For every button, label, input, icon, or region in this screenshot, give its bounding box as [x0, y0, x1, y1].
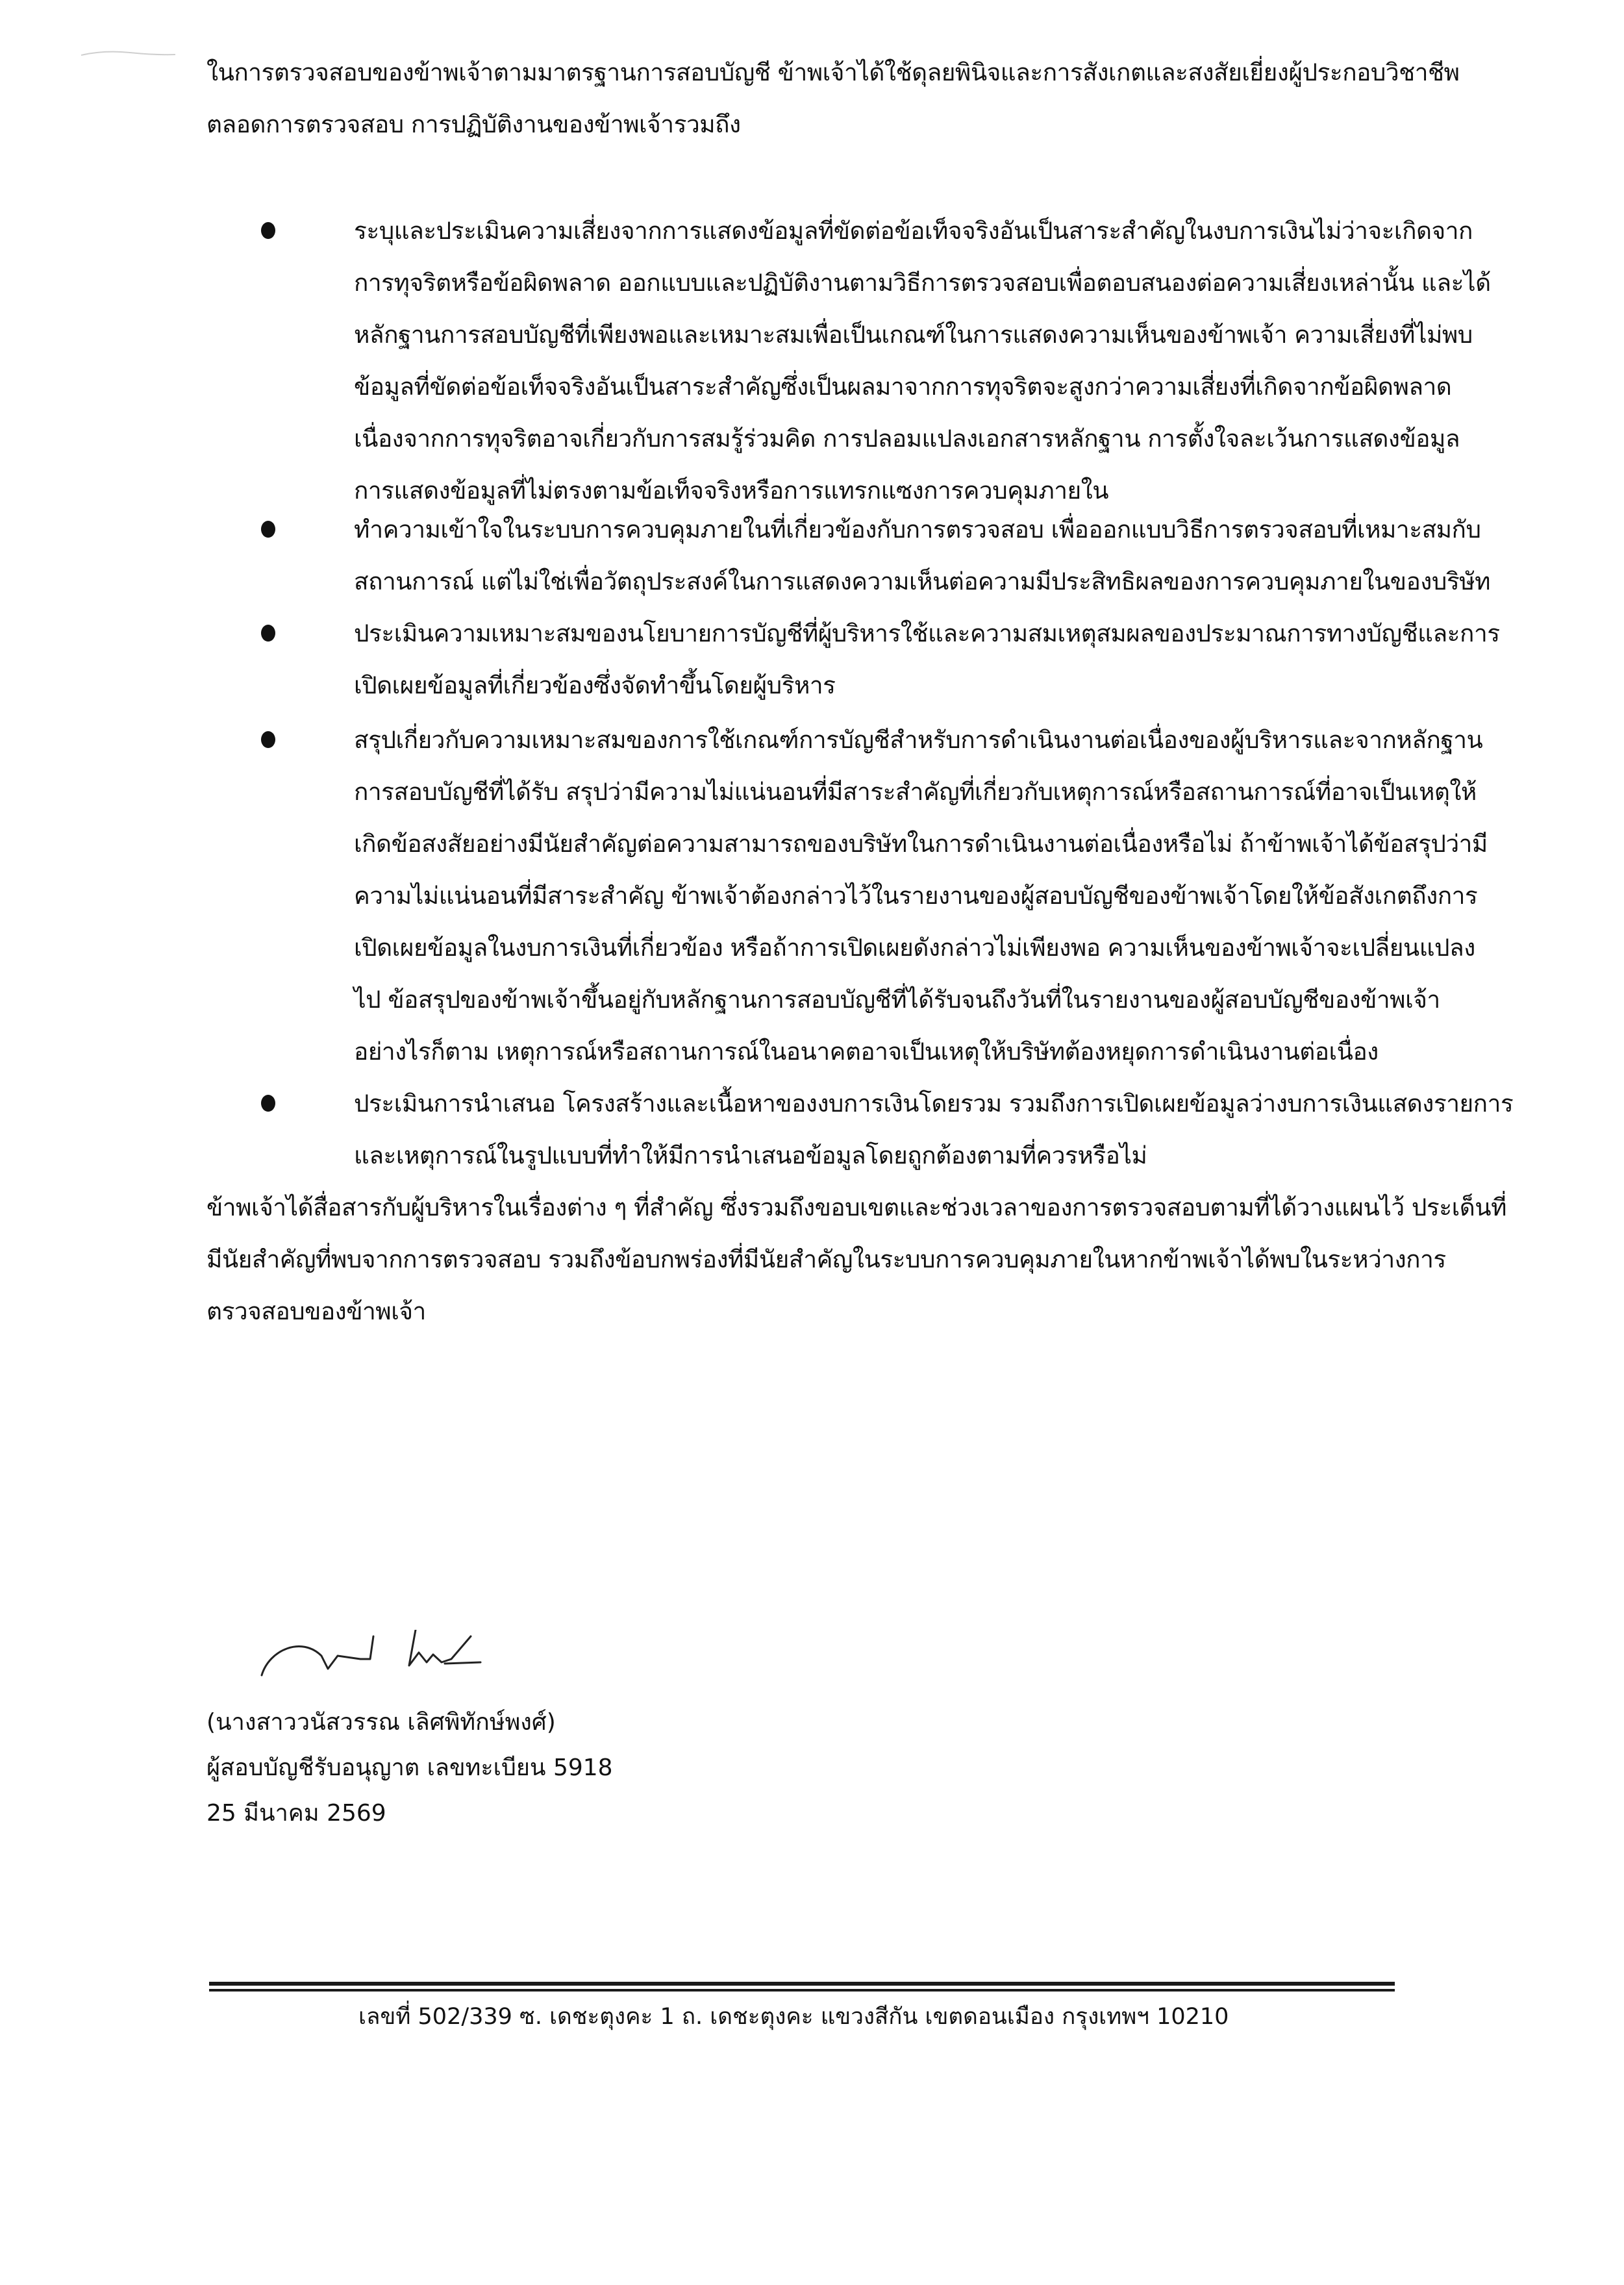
bullet-4-line: ความไม่แน่นอนที่มีสาระสำคัญ ข้าพเจ้าต้องกล่าวไว้ในรายงานของผู้สอบบัญชีของข้าพเจ้าโดยให้ข้อสังเกตถึงการ	[354, 882, 1478, 910]
intro-paragraph-line: ตลอดการตรวจสอบ การปฏิบัติงานของข้าพเจ้ารวมถึง	[206, 110, 741, 138]
bullet-1-line: ระบุและประเมินความเสี่ยงจากการแสดงข้อมูลที่ขัดต่อข้อเท็จจริงอันเป็นสาระสำคัญในงบการเงินไม่ว่าจะเกิดจาก	[354, 217, 1473, 245]
closing-paragraph-line: ข้าพเจ้าได้สื่อสารกับผู้บริหารในเรื่องต่าง ๆ ที่สำคัญ ซึ่งรวมถึงขอบเขตและช่วงเวลาของการตรวจสอบตามที่ได้วางแผนไว้ ประเด็นที่	[206, 1193, 1506, 1221]
closing-paragraph-line: ตรวจสอบของข้าพเจ้า	[206, 1297, 426, 1325]
bullet-icon	[261, 521, 275, 538]
footer-divider	[209, 1982, 1395, 1992]
bullet-4-line: สรุปเกี่ยวกับความเหมาะสมของการใช้เกณฑ์การบัญชีสำหรับการดำเนินงานต่อเนื่องของผู้บริหารและจากหลักฐาน	[354, 726, 1483, 754]
bullet-4-line: เกิดข้อสงสัยอย่างมีนัยสำคัญต่อความสามารถของบริษัทในการดำเนินงานต่อเนื่องหรือไม่ ถ้าข้าพเจ้าได้ข้อสรุปว่ามี	[354, 830, 1488, 858]
bullet-1-line: หลักฐานการสอบบัญชีที่เพียงพอและเหมาะสมเพื่อเป็นเกณฑ์ในการแสดงความเห็นของข้าพเจ้า ความเสี่ยงที่ไม่พบ	[354, 321, 1473, 349]
bullet-4-line: ไป ข้อสรุปของข้าพเจ้าขึ้นอยู่กับหลักฐานการสอบบัญชีที่ได้รับจนถึงวันที่ในรายงานของผู้สอบบัญชีของข้าพเจ้า	[354, 986, 1440, 1014]
footer-address: เลขที่ 502/339 ซ. เดชะตุงคะ 1 ถ. เดชะตุงคะ แขวงสีกัน เขตดอนเมือง กรุงเทพฯ 10210	[358, 2004, 1229, 2030]
bullet-1-line: เนื่องจากการทุจริตอาจเกี่ยวกับการสมรู้ร่วมคิด การปลอมแปลงเอกสารหลักฐาน การตั้งใจละเว้นการแสดงข้อมูล	[354, 425, 1460, 453]
bullet-icon	[261, 222, 275, 239]
bullet-icon	[261, 731, 275, 748]
bullet-icon	[261, 625, 275, 642]
bullet-4-line: การสอบบัญชีที่ได้รับ สรุปว่ามีความไม่แน่นอนที่มีสาระสำคัญที่เกี่ยวกับเหตุการณ์หรือสถานการณ์ที่อาจเป็นเหตุให้	[354, 778, 1477, 806]
signatory-name: (นางสาววนัสวรรณ เลิศพิทักษ์พงศ์)	[206, 1709, 556, 1736]
signature-icon	[256, 1630, 503, 1695]
intro-paragraph-line: ในการตรวจสอบของข้าพเจ้าตามมาตรฐานการสอบบัญชี ข้าพเจ้าได้ใช้ดุลยพินิจและการสังเกตและสงสัยเยี่ยงผู้ประกอบวิชาชีพ	[206, 58, 1460, 86]
bullet-3-line: เปิดเผยข้อมูลที่เกี่ยวข้องซึ่งจัดทำขึ้นโดยผู้บริหาร	[354, 671, 836, 699]
bullet-5-line: ประเมินการนำเสนอ โครงสร้างและเนื้อหาของงบการเงินโดยรวม รวมถึงการเปิดเผยข้อมูลว่างบการเงินแสดงรายการ	[354, 1090, 1514, 1118]
bullet-1-line: การแสดงข้อมูลที่ไม่ตรงตามข้อเท็จจริงหรือการแทรกแซงการควบคุมภายใน	[354, 477, 1109, 505]
bullet-3-line: ประเมินความเหมาะสมของนโยบายการบัญชีที่ผู้บริหารใช้และความสมเหตุสมผลของประมาณการทางบัญชีและการ	[354, 619, 1500, 647]
bullet-4-line: อย่างไรก็ตาม เหตุการณ์หรือสถานการณ์ในอนาคตอาจเป็นเหตุให้บริษัทต้องหยุดการดำเนินงานต่อเนื่อง	[354, 1038, 1379, 1066]
bullet-5-line: และเหตุการณ์ในรูปแบบที่ทำให้มีการนำเสนอข้อมูลโดยถูกต้องตามที่ควรหรือไม่	[354, 1142, 1147, 1169]
closing-paragraph-line: มีนัยสำคัญที่พบจากการตรวจสอบ รวมถึงข้อบกพร่องที่มีนัยสำคัญในระบบการควบคุมภายในหากข้าพเจ้าได้พบในระหว่างการ	[206, 1245, 1446, 1273]
bullet-1-line: การทุจริตหรือข้อผิดพลาด ออกแบบและปฏิบัติงานตามวิธีการตรวจสอบเพื่อตอบสนองต่อความเสี่ยงเหล่านั้น และได้	[354, 269, 1491, 297]
scan-artifact-mark	[78, 49, 182, 58]
signature-date: 25 มีนาคม 2569	[206, 1800, 386, 1827]
signatory-title: ผู้สอบบัญชีรับอนุญาต เลขทะเบียน 5918	[206, 1754, 613, 1781]
bullet-2-line: ทำความเข้าใจในระบบการควบคุมภายในที่เกี่ยวข้องกับการตรวจสอบ เพื่อออกแบบวิธีการตรวจสอบที่เหมาะสมกับ	[354, 516, 1481, 543]
bullet-icon	[261, 1095, 275, 1112]
bullet-2-line: สถานการณ์ แต่ไม่ใช่เพื่อวัตถุประสงค์ในการแสดงความเห็นต่อความมีประสิทธิผลของการควบคุมภายในของบริษัท	[354, 568, 1490, 595]
bullet-1-line: ข้อมูลที่ขัดต่อข้อเท็จจริงอันเป็นสาระสำคัญซึ่งเป็นผลมาจากการทุจริตจะสูงกว่าความเสี่ยงที่เกิดจากข้อผิดพลาด	[354, 373, 1452, 401]
bullet-4-line: เปิดเผยข้อมูลในงบการเงินที่เกี่ยวข้อง หรือถ้าการเปิดเผยดังกล่าวไม่เพียงพอ ความเห็นของข้าพเจ้าจะเปลี่ยนแปลง	[354, 934, 1475, 962]
